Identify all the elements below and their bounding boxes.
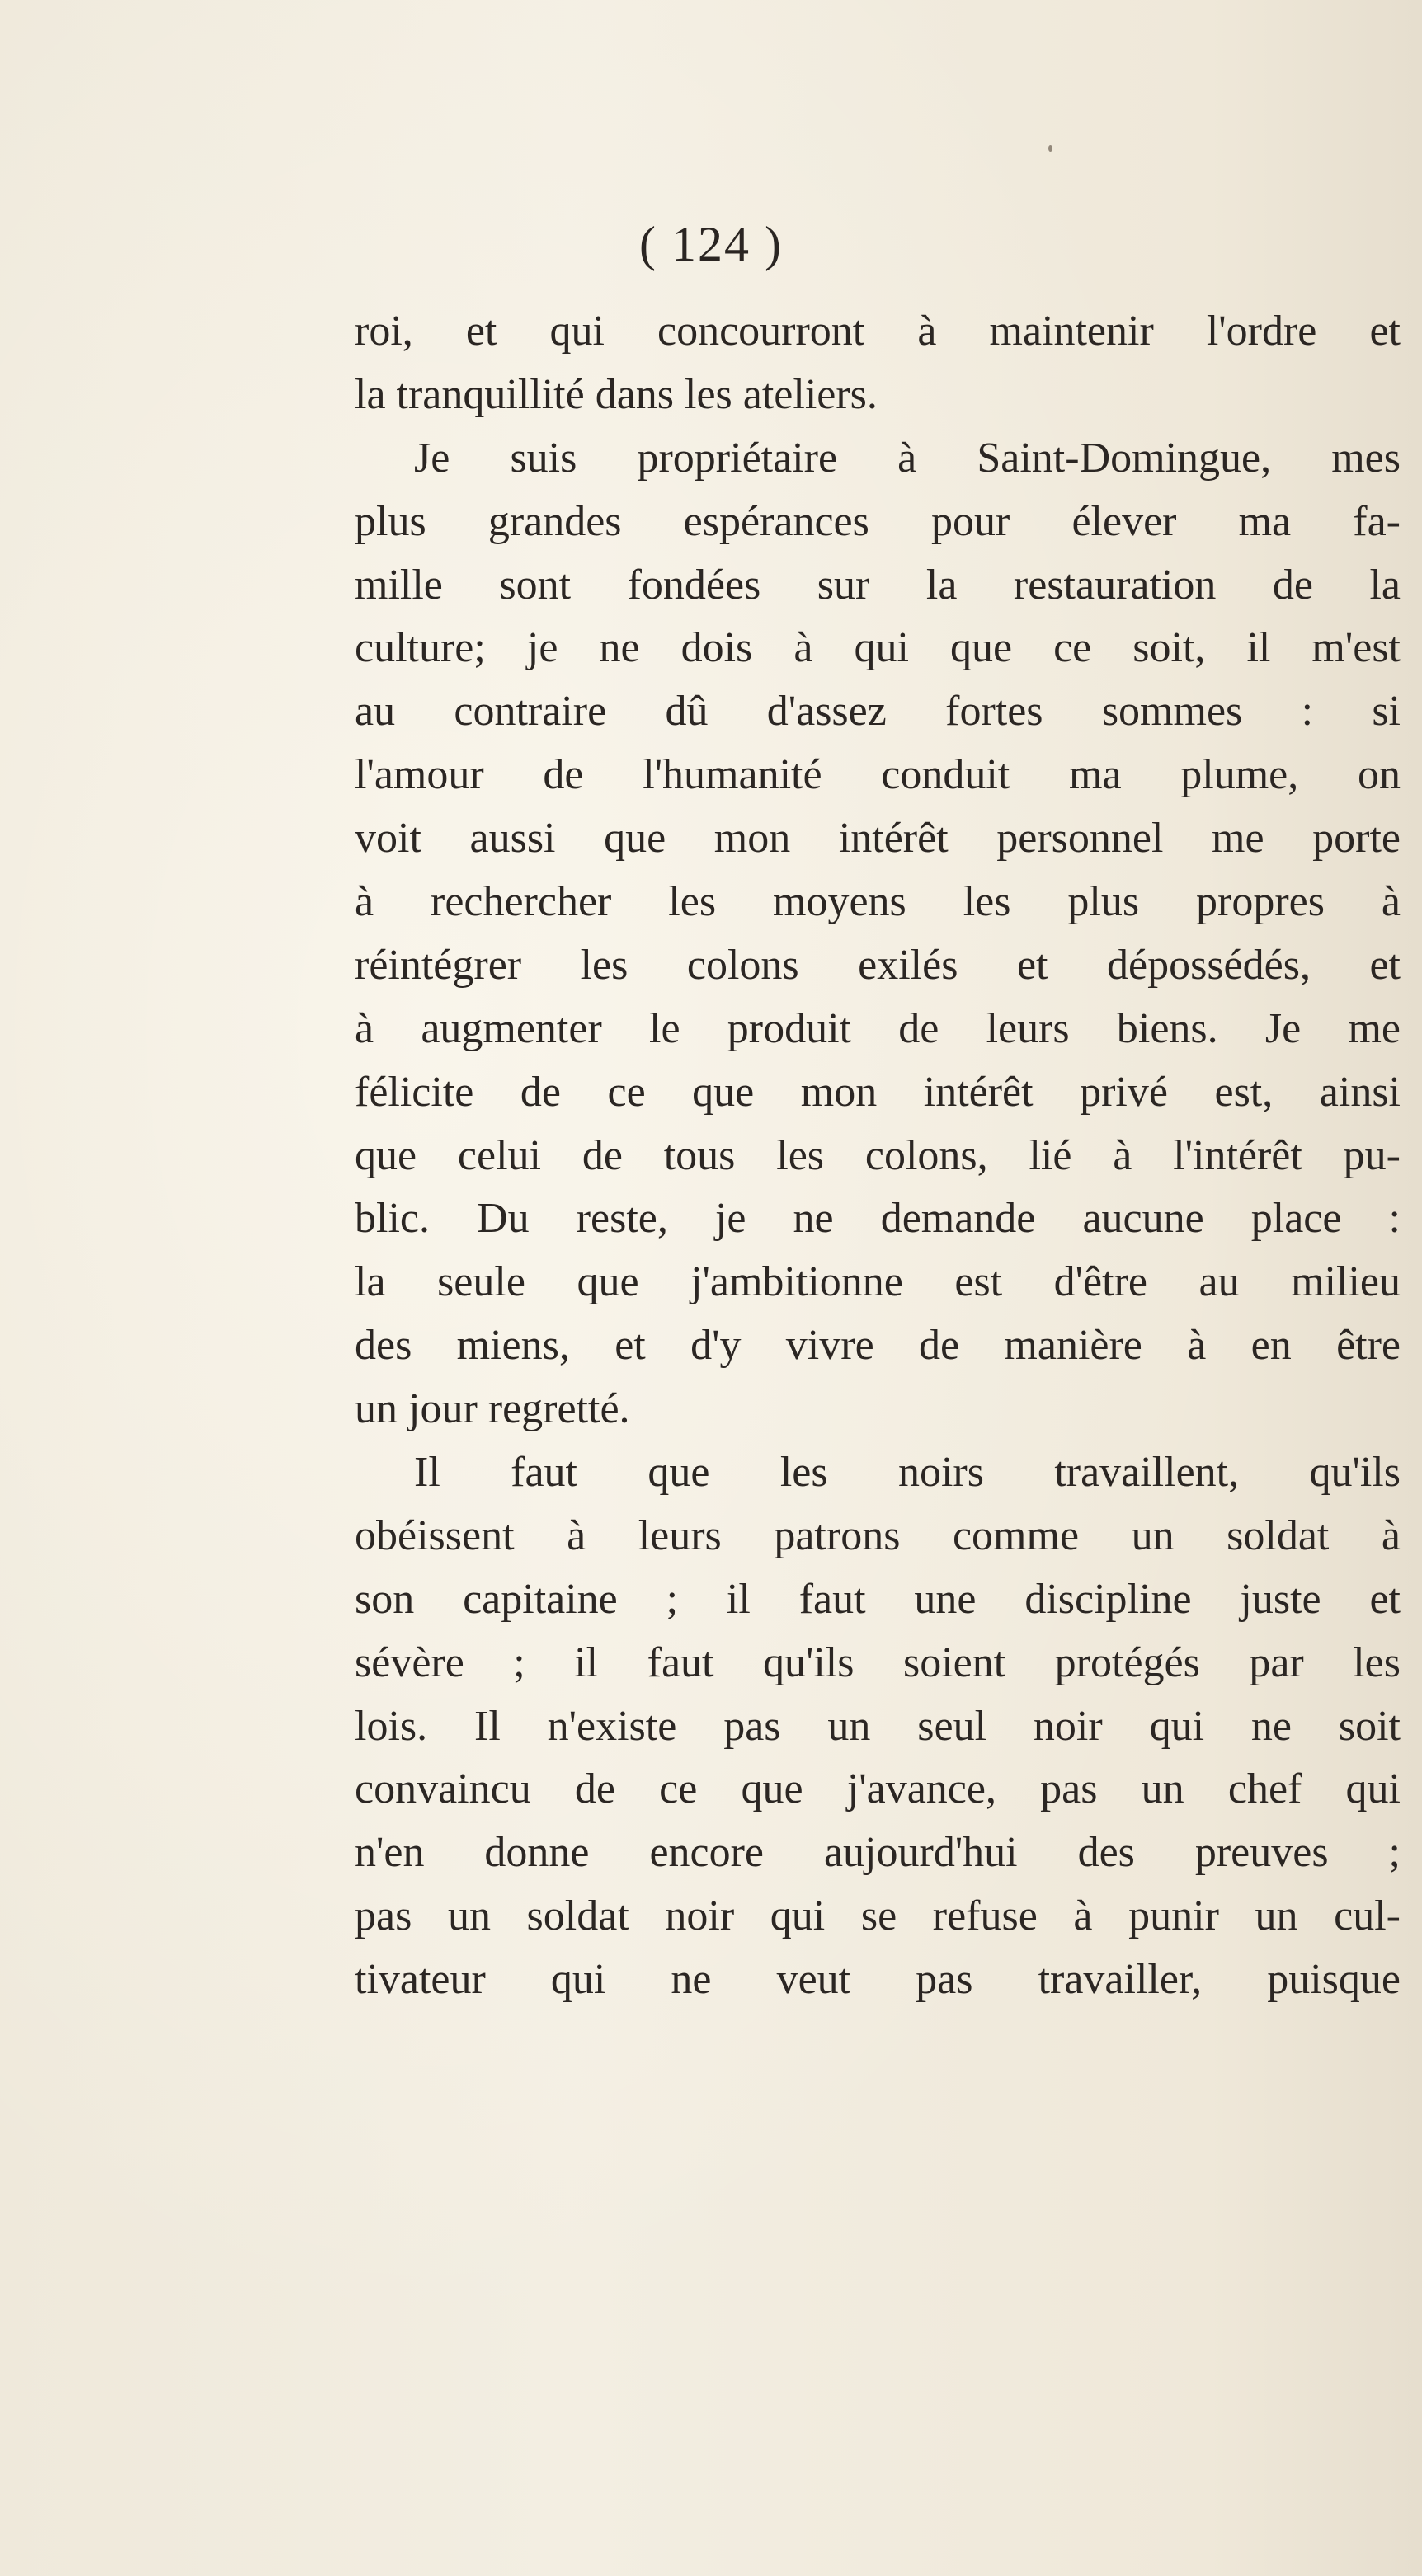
text-line: n'en donne encore aujourd'hui des preuves ; (355, 1829, 1401, 1877)
text-line: roi, et qui concourront à maintenir l'ordre et (355, 308, 1401, 355)
text-line: pas un soldat noir qui se refuse à punir un cul- (355, 1892, 1401, 1940)
text-line: la seule que j'ambitionne est d'être au milieu (355, 1258, 1401, 1306)
body-text (355, 300, 1401, 2012)
text-line: plus grandes espérances pour élever ma fa- (355, 497, 1401, 545)
page-number: ( 124 ) (639, 217, 783, 271)
text-line: un jour regretté. (355, 1385, 630, 1433)
text-line: Je suis propriétaire à Saint-Domingue, mes (414, 434, 1401, 482)
text-line: tivateur qui ne veut pas travailler, puisque (355, 1956, 1401, 2004)
text-line: sévère ; il faut qu'ils soient protégés par les (355, 1638, 1401, 1686)
text-line: la tranquillité dans les ateliers. (355, 370, 878, 418)
text-line: au contraire dû d'assez fortes sommes : si (355, 688, 1401, 736)
text-line: à augmenter le produit de leurs biens. Je me (355, 1004, 1401, 1052)
text-line: félicite de ce que mon intérêt privé est, ainsi (355, 1068, 1401, 1116)
text-line: voit aussi que mon intérêt personnel me porte (355, 815, 1401, 863)
text-line: à rechercher les moyens les plus propres à (355, 878, 1401, 926)
text-line: que celui de tous les colons, lié à l'intérêt pu- (355, 1131, 1401, 1179)
text-line: son capitaine ; il faut une discipline juste et (355, 1575, 1401, 1623)
text-line: convaincu de ce que j'avance, pas un chef qui (355, 1765, 1401, 1813)
text-line: obéissent à leurs patrons comme un soldat à (355, 1511, 1401, 1559)
text-line: blic. Du reste, je ne demande aucune place : (355, 1195, 1401, 1243)
text-line: lois. Il n'existe pas un seul noir qui ne soit (355, 1702, 1401, 1750)
text-line: mille sont fondées sur la restauration de la (355, 561, 1401, 609)
text-line: réintégrer les colons exilés et dépossédés, et (355, 941, 1401, 989)
text-line: l'amour de l'humanité conduit ma plume, on (355, 751, 1401, 799)
text-line: culture; je ne dois à qui que ce soit, il m'est (355, 624, 1401, 672)
ink-speck (1048, 145, 1052, 152)
text-line: des miens, et d'y vivre de manière à en être (355, 1322, 1401, 1370)
text-line: Il faut que les noirs travaillent, qu'ils (414, 1449, 1401, 1497)
